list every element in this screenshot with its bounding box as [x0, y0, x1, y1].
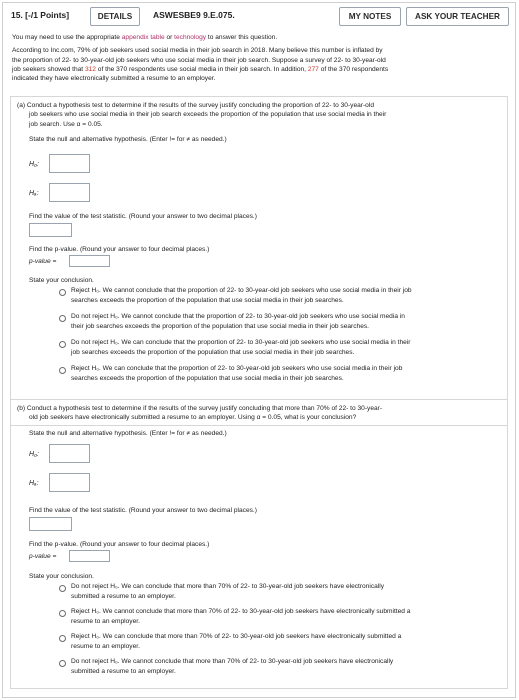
part-a-option-1[interactable]: Reject H₀. We cannot conclude that the proportion of 22- to 30-year-old job seekers who use social media in their job searches exceeds the proportion of the population that use social media in their job searches.: [71, 287, 412, 304]
part-b-option-2[interactable]: Reject H₀. We cannot conclude that more than 70% of 22- to 30-year-old job seekers have electronically submitted a resume to an employer.: [71, 608, 411, 625]
part-b-stat-prompt: Find the value of the test statistic. (Round your answer to two decimal places.): [29, 507, 257, 514]
part-a-h0-input[interactable]: [49, 154, 90, 173]
part-a-pvalue-prompt: Find the p-value. (Round your answer to four decimal places.): [29, 246, 210, 253]
part-a-option-3-radio[interactable]: [59, 341, 66, 348]
part-b-conclusion-prompt: State your conclusion.: [29, 573, 94, 580]
appendix-table-link[interactable]: appendix table: [121, 34, 165, 41]
part-a-h0-label: H₀:: [29, 161, 39, 168]
part-b-option-2-radio[interactable]: [59, 610, 66, 617]
part-a-hypothesis-prompt: State the null and alternative hypothesis. (Enter != for ≠ as needed.): [29, 135, 227, 143]
tools-note: You may need to use the appropriate appendix table or technology to answer this question.: [12, 34, 278, 41]
part-a-stat-prompt: Find the value of the test statistic. (Round your answer to two decimal places.): [29, 213, 257, 220]
technology-link[interactable]: technology: [174, 34, 207, 41]
part-a-option-2-radio[interactable]: [59, 315, 66, 322]
part-a-option-4-radio[interactable]: [59, 367, 66, 374]
part-b-option-3[interactable]: Reject H₀. We can conclude that more than 70% of 22- to 30-year-old job seekers have electronically submitted a resume to an employer.: [71, 633, 402, 650]
part-a-pvalue-input[interactable]: [69, 255, 110, 267]
value-277: 277: [307, 65, 319, 73]
intro-line-3: job seekers showed that 312 of the 370 respondents use social media in their job search. In addition, 277 of the 370 respondents: [12, 65, 389, 73]
intro-line-1: According to Inc.com, 79% of job seekers used social media in their job search in 2018. Many believe this number is inflated by: [12, 47, 383, 55]
part-a-test-stat-input[interactable]: [29, 223, 72, 237]
part-b-option-4[interactable]: Do not reject H₀. We cannot conclude that more than 70% of 22- to 30-year-old job seekers have electronically submitted a resume to an employer.: [71, 658, 394, 675]
part-b-h0-input[interactable]: [49, 444, 90, 463]
part-b-test-stat-input[interactable]: [29, 517, 72, 531]
question-body: [12, 33, 506, 83]
part-b-pvalue-prompt: Find the p-value. (Round your answer to four decimal places.): [29, 541, 210, 548]
part-a-ha-input[interactable]: [49, 183, 90, 202]
question-number: 15. [-/1 Points]: [11, 10, 70, 20]
part-b-pvalue-input[interactable]: [69, 550, 110, 562]
part-b-option-4-radio[interactable]: [59, 660, 66, 667]
question-header: [3, 3, 515, 30]
part-b-prompt-1: (b) Conduct a hypothesis test to determine if the results of the survey justify concluding that more than 70% of 22- to 30-year-: [17, 405, 383, 412]
part-b-option-1[interactable]: Do not reject H₀. We can conclude that more than 70% of 22- to 30-year-old job seekers have electronically submitted a resume to an employer.: [71, 583, 385, 600]
details-button[interactable]: DETAILS: [90, 7, 140, 26]
my-notes-button[interactable]: MY NOTES: [339, 7, 401, 26]
intro-line-2: the proportion of 22- to 30-year-old job seekers who use social media in their job search. Suppose a survey of 22- to 30-year-old: [12, 56, 386, 64]
part-a-prompt-3: job search. Use α = 0.05.: [29, 120, 103, 128]
part-a-prompt-2: job seekers who use social media in their job search exceeds the proportion of the population that use social media in their: [29, 111, 387, 119]
part-b-pvalue-label: p-value =: [29, 553, 57, 560]
part-b: [10, 399, 508, 689]
part-a-conclusion-prompt: State your conclusion.: [29, 277, 94, 284]
question-card: [2, 2, 516, 698]
ask-teacher-button[interactable]: ASK YOUR TEACHER: [406, 7, 509, 26]
part-a-pvalue-label: p-value =: [29, 258, 57, 265]
part-b-option-3-radio[interactable]: [59, 635, 66, 642]
part-b-ha-label: Hₐ:: [29, 480, 39, 487]
part-a-option-4[interactable]: Reject H₀. We can conclude that the proportion of 22- to 30-year-old job seekers who use social media in their job searches exceeds the proportion of the population that use social media in their job searches.: [71, 365, 403, 382]
part-a-option-2[interactable]: Do not reject H₀. We cannot conclude that the proportion of 22- to 30-year-old job seekers who use social media in their job searches exceeds the proportion of the population that use social media in their job searches.: [71, 313, 405, 330]
part-a: [10, 96, 508, 426]
part-b-prompt-2: old job seekers have electronically submitted a resume to an employer. Using α = 0.05, what is your conclusion?: [29, 414, 357, 422]
part-a-option-3[interactable]: Do not reject H₀. We can conclude that the proportion of 22- to 30-year-old job seekers who use social media in their job searches exceeds the proportion of the population that use social media in their job searches.: [71, 339, 411, 356]
part-b-ha-input[interactable]: [49, 473, 90, 492]
part-b-option-1-radio[interactable]: [59, 585, 66, 592]
part-a-ha-label: Hₐ:: [29, 190, 39, 197]
question-code: ASWESBE9 9.E.075.: [153, 10, 235, 20]
part-b-hypothesis-prompt: State the null and alternative hypothesis. (Enter != for ≠ as needed.): [29, 429, 227, 437]
part-b-h0-label: H₀:: [29, 451, 39, 458]
intro-line-4: indicated they have electronically submitted a resume to an employer.: [12, 75, 216, 83]
value-312: 312: [84, 65, 96, 73]
part-a-prompt-1: (a) Conduct a hypothesis test to determine if the results of the survey justify concluding the proportion of 22- to 30-year-old: [17, 102, 374, 109]
part-a-option-1-radio[interactable]: [59, 289, 66, 296]
